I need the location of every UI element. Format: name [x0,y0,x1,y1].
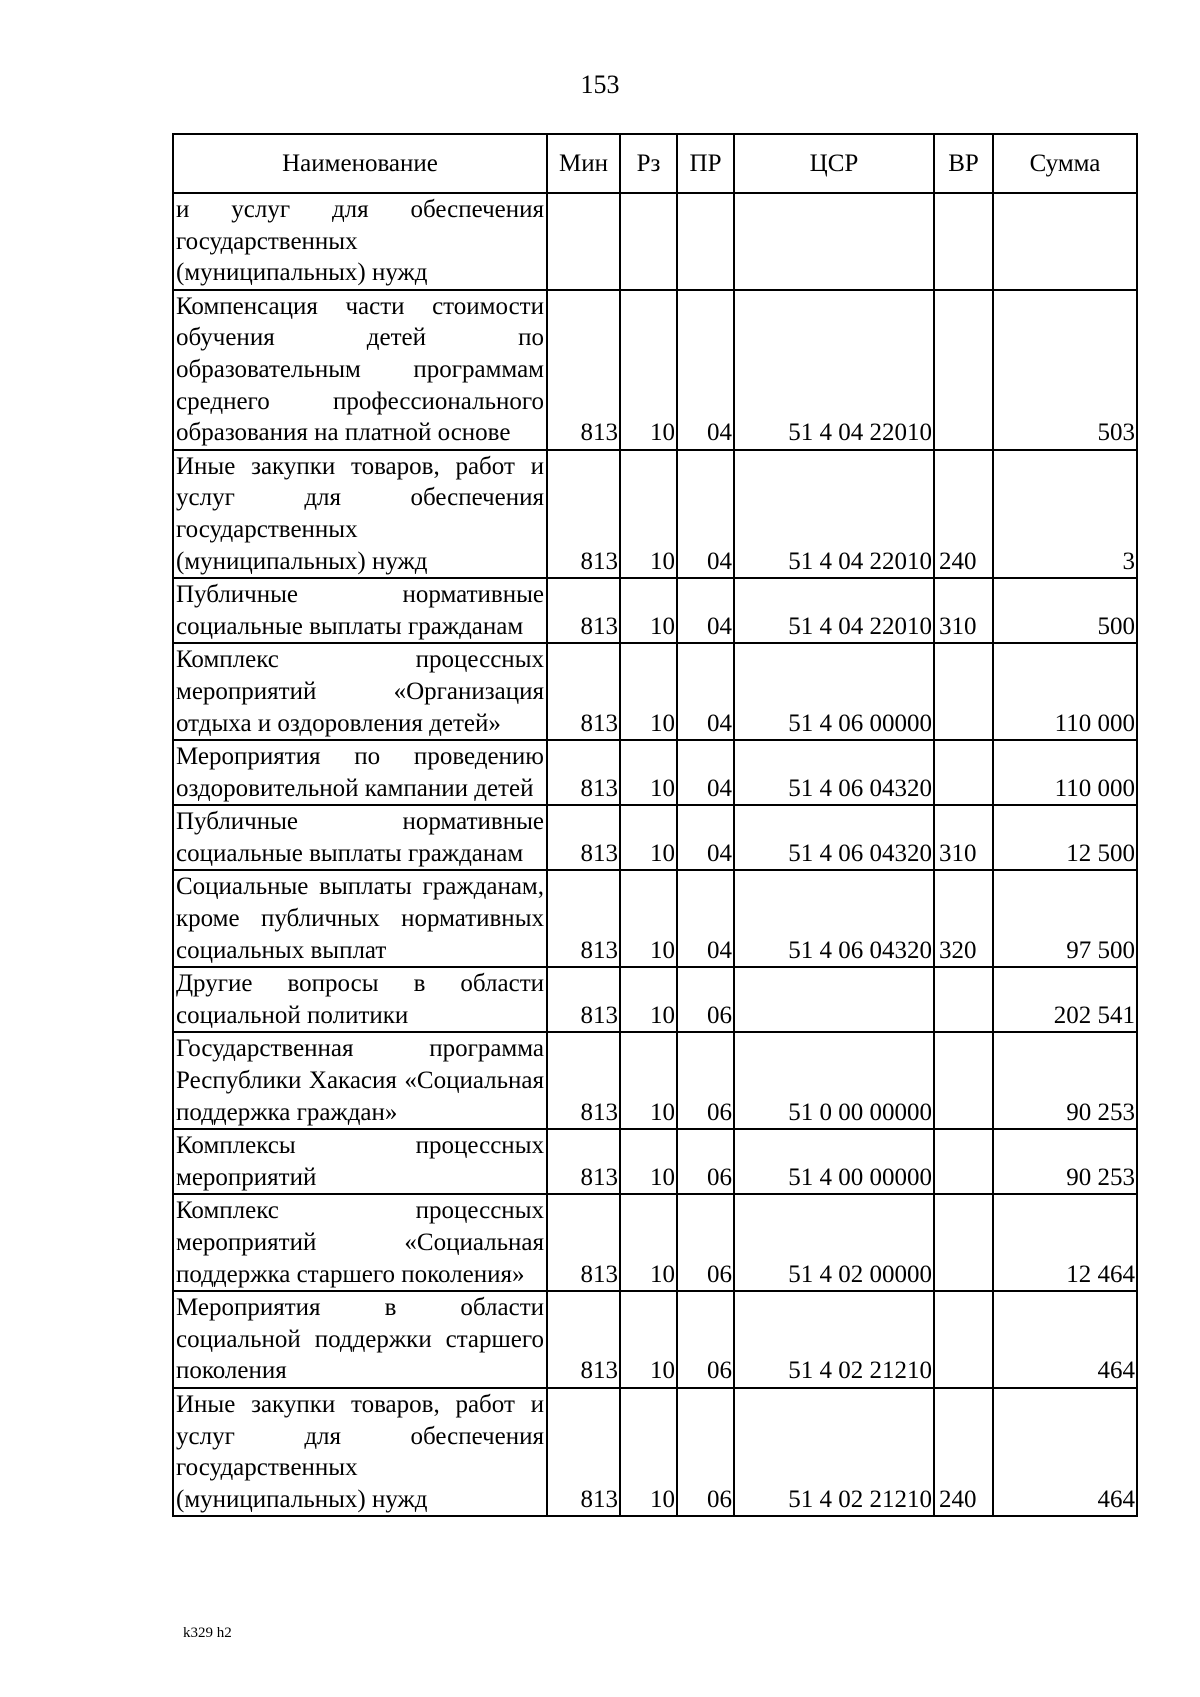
cell-min: 813 [547,1032,620,1129]
cell-min: 813 [547,740,620,805]
cell-csr: 51 4 02 21210 [734,1388,934,1516]
budget-table [172,133,1138,1517]
cell-name: Компенсация части стоимости обучения детей по образовательным программам среднего профессионального образования на платной основе [173,290,547,450]
cell-name: Иные закупки товаров, работ и услуг для обеспечения государственных (муниципальных) нужд [173,450,547,578]
table-row [173,290,1137,450]
cell-name: Социальные выплаты гражданам, кроме публичных нормативных социальных выплат [173,870,547,967]
cell-name: Государственная программа Республики Хакасия «Социальная поддержка граждан» [173,1032,547,1129]
cell-min: 813 [547,805,620,870]
cell-csr: 51 0 00 00000 [734,1032,934,1129]
cell-rz: 10 [620,1388,677,1516]
table-row [173,1129,1137,1194]
cell-rz: 10 [620,578,677,643]
cell-vr: 240 [934,450,993,578]
cell-pr: 06 [677,1194,734,1291]
cell-min: 813 [547,967,620,1032]
cell-sum [993,193,1137,290]
cell-sum: 110 000 [993,643,1137,740]
table-row [173,1388,1137,1516]
cell-pr: 06 [677,967,734,1032]
cell-name: и услуг для обеспечения государственных (муниципальных) нужд [173,193,547,290]
cell-pr: 04 [677,643,734,740]
cell-sum: 90 253 [993,1129,1137,1194]
cell-vr [934,1194,993,1291]
table-row [173,1194,1137,1291]
cell-csr [734,193,934,290]
cell-rz: 10 [620,1032,677,1129]
cell-name: Публичные нормативные социальные выплаты гражданам [173,805,547,870]
cell-min: 813 [547,1291,620,1388]
cell-csr [734,967,934,1032]
cell-csr: 51 4 06 04320 [734,805,934,870]
cell-name: Иные закупки товаров, работ и услуг для обеспечения государственных (муниципальных) нужд [173,1388,547,1516]
cell-csr: 51 4 00 00000 [734,1129,934,1194]
cell-sum: 500 [993,578,1137,643]
cell-name: Мероприятия по проведению оздоровительной кампании детей [173,740,547,805]
cell-rz: 10 [620,967,677,1032]
cell-pr: 04 [677,290,734,450]
cell-sum: 90 253 [993,1032,1137,1129]
cell-rz: 10 [620,870,677,967]
cell-rz [620,193,677,290]
cell-min [547,193,620,290]
cell-csr: 51 4 02 00000 [734,1194,934,1291]
cell-pr: 04 [677,805,734,870]
cell-name: Комплексы процессных мероприятий [173,1129,547,1194]
cell-vr [934,643,993,740]
cell-min: 813 [547,1388,620,1516]
cell-min: 813 [547,870,620,967]
cell-min: 813 [547,290,620,450]
header-vr: ВР [934,134,993,193]
cell-min: 813 [547,578,620,643]
cell-pr: 04 [677,578,734,643]
cell-min: 813 [547,643,620,740]
header-name: Наименование [173,134,547,193]
table-row [173,578,1137,643]
cell-sum: 12 464 [993,1194,1137,1291]
cell-pr [677,193,734,290]
cell-sum: 464 [993,1388,1137,1516]
cell-sum: 202 541 [993,967,1137,1032]
cell-name: Комплекс процессных мероприятий «Организация отдыха и оздоровления детей» [173,643,547,740]
table-row [173,740,1137,805]
table-row [173,1032,1137,1129]
cell-vr [934,1291,993,1388]
header-rz: Рз [620,134,677,193]
cell-pr: 06 [677,1032,734,1129]
header-csr: ЦСР [734,134,934,193]
cell-vr [934,193,993,290]
cell-pr: 04 [677,450,734,578]
cell-sum: 464 [993,1291,1137,1388]
cell-min: 813 [547,1194,620,1291]
cell-vr [934,740,993,805]
cell-rz: 10 [620,1194,677,1291]
cell-name: Мероприятия в области социальной поддержки старшего поколения [173,1291,547,1388]
cell-rz: 10 [620,450,677,578]
cell-sum: 503 [993,290,1137,450]
cell-vr: 310 [934,805,993,870]
cell-pr: 06 [677,1388,734,1516]
cell-vr [934,967,993,1032]
cell-vr [934,1129,993,1194]
cell-rz: 10 [620,740,677,805]
cell-sum: 3 [993,450,1137,578]
table-row [173,450,1137,578]
cell-sum: 12 500 [993,805,1137,870]
table-row [173,967,1137,1032]
cell-rz: 10 [620,290,677,450]
table-header-row [173,134,1137,193]
header-pr: ПР [677,134,734,193]
cell-sum: 97 500 [993,870,1137,967]
cell-vr: 310 [934,578,993,643]
cell-pr: 04 [677,740,734,805]
cell-min: 813 [547,1129,620,1194]
header-min: Мин [547,134,620,193]
cell-vr [934,1032,993,1129]
cell-name: Другие вопросы в области социальной политики [173,967,547,1032]
footer-code: k329 h2 [183,1625,232,1641]
cell-rz: 10 [620,1291,677,1388]
table-body [173,193,1137,1516]
cell-csr: 51 4 02 21210 [734,1291,934,1388]
cell-rz: 10 [620,1129,677,1194]
cell-csr: 51 4 06 00000 [734,643,934,740]
cell-vr: 240 [934,1388,993,1516]
page-number: 153 [580,70,620,99]
cell-rz: 10 [620,643,677,740]
cell-csr: 51 4 04 22010 [734,578,934,643]
cell-sum: 110 000 [993,740,1137,805]
table-row [173,1291,1137,1388]
cell-pr: 06 [677,1291,734,1388]
cell-min: 813 [547,450,620,578]
cell-csr: 51 4 04 22010 [734,290,934,450]
table-row [173,870,1137,967]
cell-rz: 10 [620,805,677,870]
header-sum: Сумма [993,134,1137,193]
cell-name: Публичные нормативные социальные выплаты гражданам [173,578,547,643]
cell-vr [934,290,993,450]
cell-csr: 51 4 06 04320 [734,740,934,805]
cell-name: Комплекс процессных мероприятий «Социальная поддержка старшего поколения» [173,1194,547,1291]
table-row [173,193,1137,290]
cell-pr: 06 [677,1129,734,1194]
table-row [173,805,1137,870]
cell-pr: 04 [677,870,734,967]
cell-csr: 51 4 04 22010 [734,450,934,578]
cell-csr: 51 4 06 04320 [734,870,934,967]
cell-vr: 320 [934,870,993,967]
table-row [173,643,1137,740]
